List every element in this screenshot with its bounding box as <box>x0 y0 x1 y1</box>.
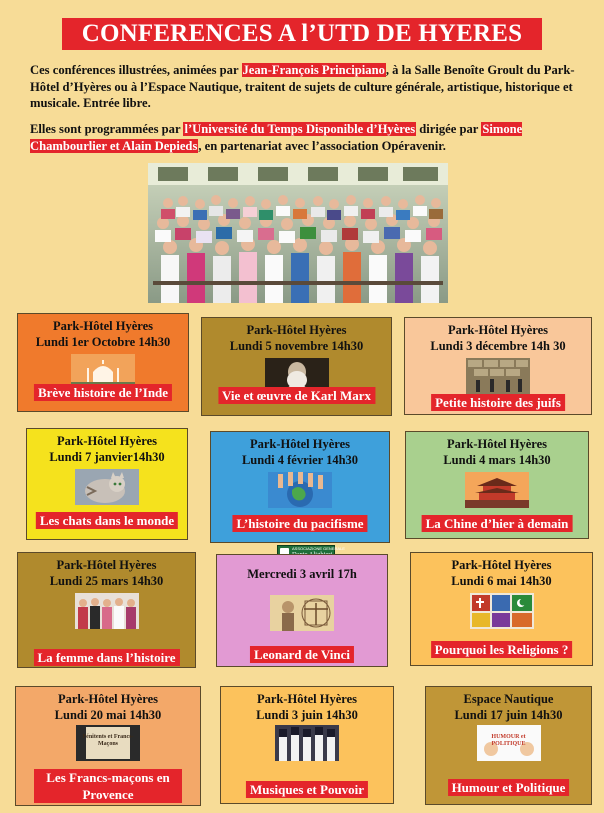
thumb-caption: HUMOUR et POLITIQUE <box>491 734 526 747</box>
card-venue: Park-Hôtel Hyères <box>256 692 358 706</box>
card-title: Les chats dans le monde <box>36 512 178 529</box>
card-venue: Park-Hôtel Hyères <box>446 437 548 451</box>
card-date: Lundi 4 février 14h30 <box>241 453 359 467</box>
card-venue: Park-Hôtel Hyères <box>52 319 154 333</box>
conference-card <box>201 317 392 416</box>
intro-text: , à la Salle Benoîte Groult du Park-Hôtel d’Hyères ou à l’Espace Nautique, traitent de sujets de culture générale, artistique, historique et musicale. Entrée libre. <box>30 63 575 111</box>
card-date: Lundi 3 juin 14h30 <box>256 708 358 722</box>
organizer-name: l’Université du Temps Disponible d’Hyères <box>184 122 416 136</box>
conference-card <box>404 317 592 415</box>
conference-card <box>216 554 388 667</box>
card-date: Lundi 7 janvier14h30 <box>49 450 165 464</box>
hands-globe-icon <box>268 472 332 508</box>
intro-text: , en partenariat avec l’association Opéravenir. <box>198 138 446 153</box>
intro-text: Elles sont programmées par <box>30 122 184 136</box>
badge-association: ASSOCIAZIONE GENERALE <box>292 546 345 551</box>
card-date: Mercredi 3 avril 17h <box>247 567 357 581</box>
card-date: Lundi 17 juin 14h30 <box>454 708 563 722</box>
card-venue: Park-Hôtel Hyères <box>57 692 159 706</box>
card-venue: Park-Hôtel Hyères <box>447 323 549 337</box>
humour-politique-cartoon-icon <box>477 725 541 761</box>
card-venue: Park-Hôtel Hyères <box>56 434 158 448</box>
thumb-caption: Pénitents et Francs-Maçons <box>82 734 134 747</box>
card-title: Brève histoire de l’Inde <box>34 384 172 401</box>
card-title: L’histoire du pacifisme <box>232 515 367 532</box>
card-title: Les Francs-maçons en Provence <box>34 769 182 803</box>
card-venue: Park-Hôtel Hyères <box>249 437 351 451</box>
card-date: Lundi 3 décembre 14h 30 <box>430 339 566 353</box>
card-date: Lundi 6 mai 14h30 <box>451 574 552 588</box>
card-venue: Park-Hôtel Hyères <box>246 323 347 337</box>
intro-paragraph-1 <box>30 62 585 112</box>
chinese-pagoda-icon <box>465 472 529 508</box>
card-date: Lundi 5 novembre 14h30 <box>229 339 364 353</box>
freemasons-book-icon <box>76 725 140 761</box>
card-title: Vie et œuvre de Karl Marx <box>218 387 375 404</box>
conference-card <box>405 431 589 539</box>
card-date: Lundi 4 mars 14h30 <box>443 453 551 467</box>
card-title: Musiques et Pouvoir <box>246 781 368 798</box>
card-venue: Park-Hôtel Hyères <box>451 558 552 572</box>
page-title: CONFERENCES A l’UTD DE HYERES <box>62 18 542 50</box>
intro-paragraph-2 <box>30 121 585 154</box>
card-venue: Espace Nautique <box>463 692 554 706</box>
conference-card <box>15 686 201 806</box>
vitruvian-man-icon <box>270 595 334 631</box>
conference-card <box>17 552 196 668</box>
card-date: Lundi 20 mai 14h30 <box>54 708 162 722</box>
conference-card <box>425 686 592 805</box>
card-title: Humour et Politique <box>448 779 570 796</box>
card-title: Petite histoire des juifs <box>431 394 565 411</box>
audience-photo <box>148 163 448 303</box>
speaker-name: Jean-François Principiano <box>242 63 385 77</box>
women-group-icon <box>75 593 139 629</box>
card-title: Pourquoi les Religions ? <box>431 641 573 658</box>
card-date: Lundi 25 mars 14h30 <box>49 574 164 588</box>
card-title: La Chine d’hier à demain <box>422 515 573 532</box>
intro-text: Ces conférences illustrées, animées par <box>30 63 242 77</box>
religion-symbols-icon <box>470 593 534 629</box>
conference-card <box>26 428 188 540</box>
conference-card <box>410 552 593 666</box>
card-title: Leonard de Vinci <box>250 646 354 663</box>
card-venue: Park-Hôtel Hyères <box>56 558 157 572</box>
card-title: La femme dans l’histoire <box>33 649 179 666</box>
conference-card <box>17 313 189 412</box>
card-date: Lundi 1er Octobre 14h30 <box>35 335 171 349</box>
conference-card <box>220 686 394 804</box>
western-wall-icon <box>466 358 530 394</box>
intro-text: dirigée par <box>416 122 482 136</box>
directors-names: Simone Chambourlier et Alain Depieds <box>30 122 523 153</box>
military-band-icon <box>275 725 339 761</box>
cat-icon <box>75 469 139 505</box>
conference-card <box>210 431 390 543</box>
